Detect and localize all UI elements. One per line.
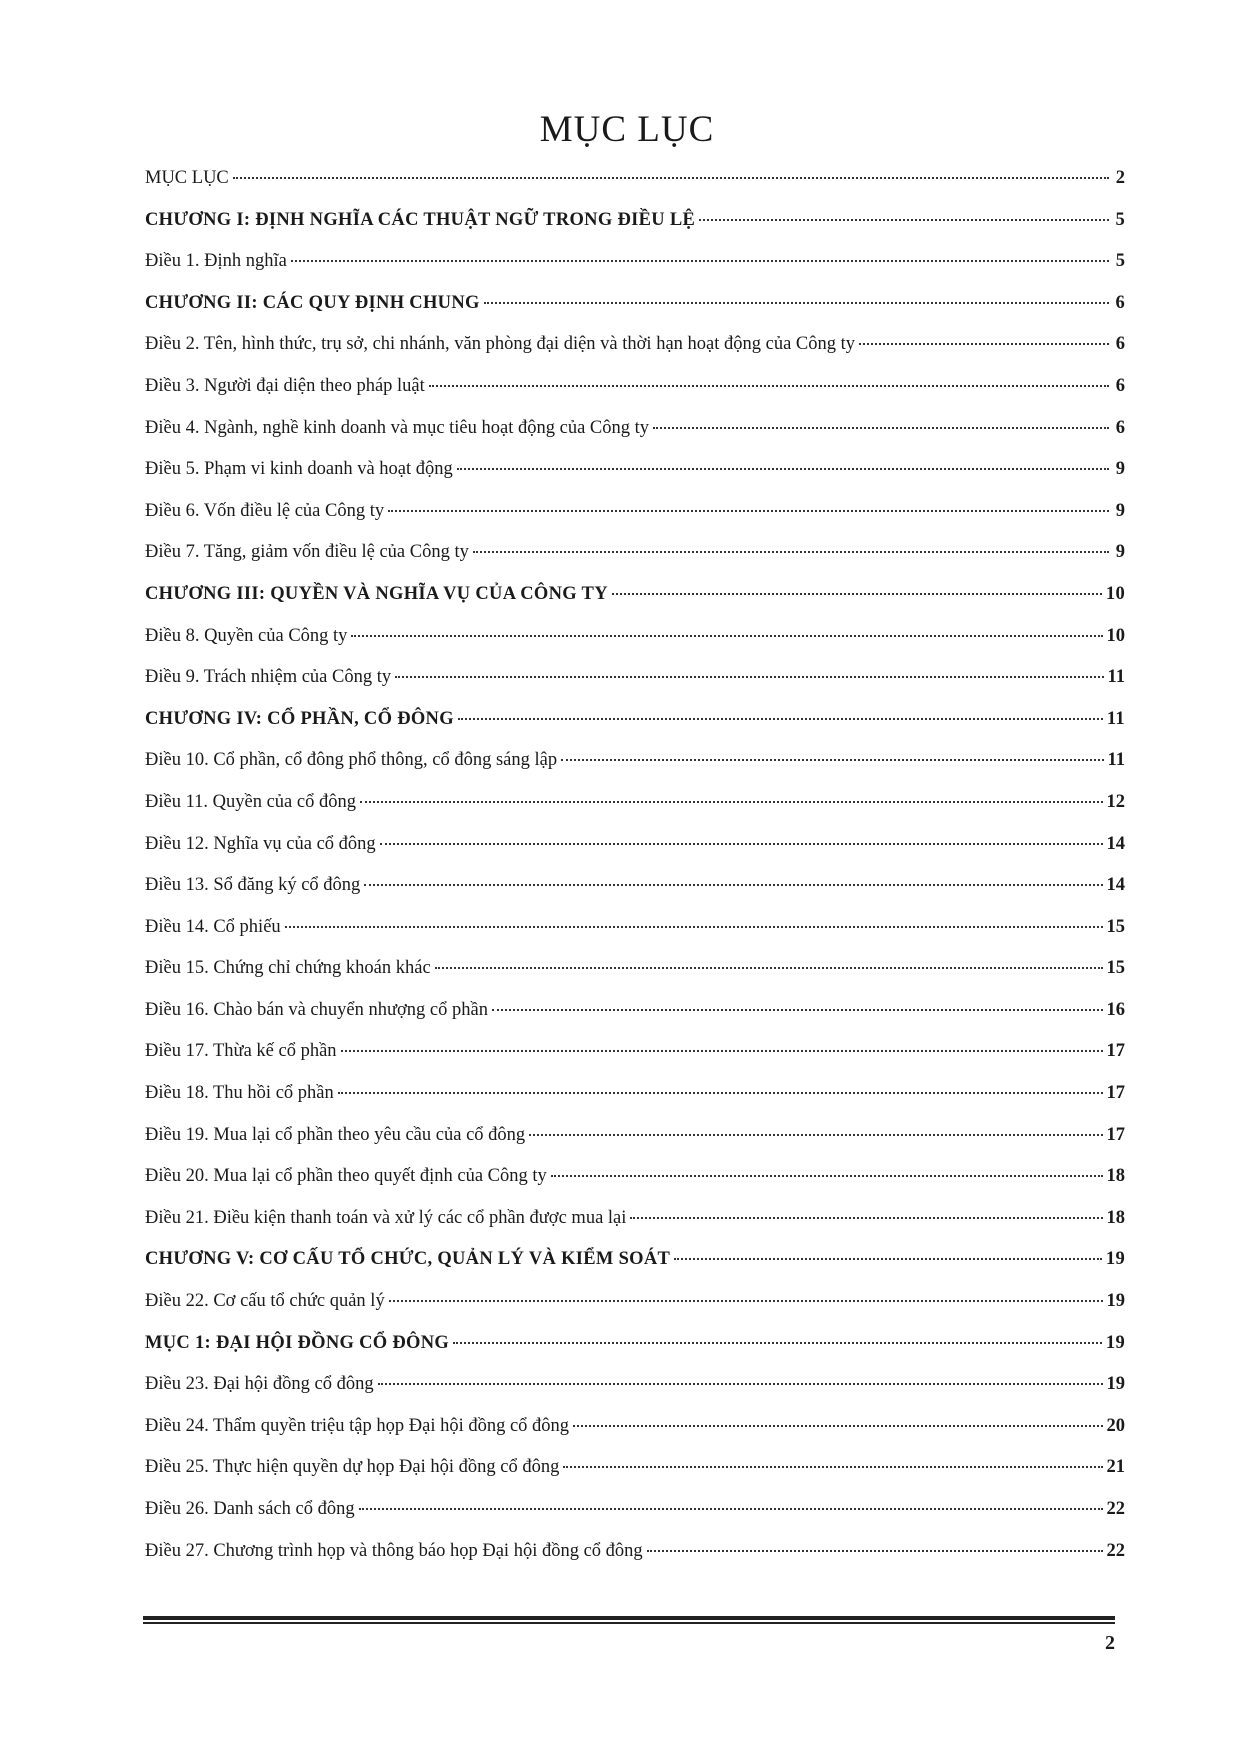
toc-entry-label: Điều 14. Cổ phiếu <box>145 916 281 937</box>
page-title: MỤC LỤC <box>539 109 715 150</box>
toc-entry-label: Điều 27. Chương trình họp và thông báo họp Đại hội đồng cổ đông <box>145 1540 643 1561</box>
toc-entry <box>145 958 1125 1000</box>
toc-entry <box>145 875 1125 917</box>
toc-entry-label: Điều 20. Mua lại cổ phần theo quyết định của Công ty <box>145 1166 547 1187</box>
toc-dot-leader <box>473 551 1109 553</box>
toc-dot-leader <box>492 1009 1103 1011</box>
toc-chapter-entry <box>145 1333 1125 1375</box>
toc-entry-label: Điều 12. Nghĩa vụ của cổ đông <box>145 833 376 854</box>
toc-dot-leader <box>338 1092 1103 1094</box>
toc-dot-leader <box>484 302 1109 304</box>
toc-entry-label: Điều 3. Người đại diện theo pháp luật <box>145 375 425 396</box>
toc-dot-leader <box>573 1425 1102 1427</box>
toc-entry-label: Điều 16. Chào bán và chuyển nhượng cổ phần <box>145 999 488 1020</box>
toc-entry-page: 5 <box>1115 209 1125 230</box>
toc-entry-label: CHƯƠNG IV: CỔ PHẦN, CỔ ĐÔNG <box>145 708 454 729</box>
toc-entry-label: MỤC 1: ĐẠI HỘI ĐỒNG CỔ ĐÔNG <box>145 1332 450 1353</box>
toc-entry-label: CHƯƠNG V: CƠ CẤU TỔ CHỨC, QUẢN LÝ VÀ KIỂM SOÁT <box>145 1249 671 1270</box>
toc-entry-page: 14 <box>1106 833 1125 854</box>
toc-chapter-entry <box>145 709 1125 751</box>
toc-entry-label: CHƯƠNG II: CÁC QUY ĐỊNH CHUNG <box>145 292 480 313</box>
toc-entry-label: Điều 8. Quyền của Công ty <box>145 625 348 646</box>
toc-dot-leader <box>341 1050 1103 1052</box>
toc-entry <box>145 168 1125 210</box>
toc-entry-label: Điều 24. Thẩm quyền triệu tập họp Đại hội đồng cổ đông <box>145 1415 570 1436</box>
toc-entry-label: Điều 17. Thừa kế cổ phần <box>145 1041 337 1062</box>
toc-entry-page: 6 <box>1115 334 1125 355</box>
toc-entry-label: Điều 26. Danh sách cổ đông <box>145 1499 355 1519</box>
toc-entry-label: Điều 23. Đại hội đồng cổ đông <box>145 1374 374 1395</box>
toc-entry-page: 21 <box>1106 1457 1125 1478</box>
toc-chapter-entry <box>145 210 1125 252</box>
toc-dot-leader <box>699 219 1109 221</box>
toc-entry <box>145 1000 1125 1042</box>
toc-entry-page: 18 <box>1106 1207 1125 1228</box>
toc-entry-page: 9 <box>1115 459 1125 480</box>
toc-dot-leader <box>380 843 1103 845</box>
toc-chapter-entry <box>145 293 1125 335</box>
toc-entry-label: Điều 7. Tăng, giảm vốn điều lệ của Công ty <box>145 542 469 563</box>
toc-entry-page: 22 <box>1106 1540 1125 1561</box>
toc-entry-page: 16 <box>1106 999 1125 1020</box>
toc-entry <box>145 501 1125 543</box>
toc-dot-leader <box>653 427 1109 429</box>
toc-dot-leader <box>429 385 1109 387</box>
toc-dot-leader <box>674 1258 1102 1260</box>
toc-entry-page: 19 <box>1106 1291 1125 1312</box>
toc-entry-page: 17 <box>1106 1041 1125 1062</box>
toc-entry-label: Điều 11. Quyền của cổ đông <box>145 791 356 812</box>
toc-entry-label: Điều 22. Cơ cấu tổ chức quản lý <box>145 1291 385 1312</box>
toc-entry-page: 2 <box>1115 168 1125 188</box>
toc-entry-label: Điều 13. Sổ đăng ký cổ đông <box>145 875 361 896</box>
toc-entry-page: 6 <box>1115 375 1125 396</box>
toc-dot-leader <box>457 468 1109 470</box>
toc-dot-leader <box>563 1466 1102 1468</box>
toc-entry-label: Điều 21. Điều kiện thanh toán và xử lý các cổ phần được mua lại <box>145 1207 627 1228</box>
toc-chapter-entry <box>145 584 1125 626</box>
toc-entry-page: 18 <box>1106 1166 1125 1187</box>
toc-dot-leader <box>612 593 1102 595</box>
toc-entry <box>145 834 1125 876</box>
toc-entry-label: MỤC LỤC <box>145 168 229 188</box>
toc-entry-label: Điều 9. Trách nhiệm của Công ty <box>145 667 392 688</box>
toc-entry <box>145 1416 1125 1458</box>
toc-entry <box>145 334 1125 376</box>
toc-entry <box>145 459 1125 501</box>
toc-entry <box>145 542 1125 584</box>
toc-entry <box>145 1041 1125 1083</box>
toc-entry <box>145 750 1125 792</box>
toc-dot-leader <box>453 1342 1102 1344</box>
toc-entry-label: CHƯƠNG III: QUYỀN VÀ NGHĨA VỤ CỦA CÔNG TY <box>145 583 608 604</box>
toc-entry <box>145 1125 1125 1167</box>
toc-dot-leader <box>360 801 1103 803</box>
toc-entry-label: Điều 2. Tên, hình thức, trụ sở, chi nhánh, văn phòng đại diện và thời hạn hoạt động của Công ty <box>145 334 856 355</box>
toc-entry-page: 15 <box>1106 958 1125 979</box>
toc-entry-page: 22 <box>1106 1499 1125 1519</box>
toc-dot-leader <box>561 759 1103 761</box>
toc-chapter-entry <box>145 1249 1125 1291</box>
toc-dot-leader <box>388 510 1109 512</box>
toc-entry-page: 14 <box>1106 875 1125 896</box>
toc-dot-leader <box>395 676 1103 678</box>
toc-entry <box>145 1083 1125 1125</box>
toc-entry-label: Điều 18. Thu hồi cổ phần <box>145 1083 334 1104</box>
toc-entry <box>145 1499 1125 1541</box>
toc-entry <box>145 1291 1125 1333</box>
toc-entry-label: Điều 1. Định nghĩa <box>145 251 287 272</box>
toc-entry-page: 10 <box>1106 625 1125 646</box>
toc-dot-leader <box>233 177 1109 179</box>
toc-entry-page: 19 <box>1105 1332 1125 1353</box>
page-number: 2 <box>1105 1632 1115 1654</box>
toc-entry-label: Điều 4. Ngành, nghề kinh doanh và mục tiêu hoạt động của Công ty <box>145 417 650 438</box>
toc-entry-label: Điều 5. Phạm vi kinh doanh và hoạt động <box>145 459 453 480</box>
toc-dot-leader <box>859 343 1109 345</box>
toc-entry-page: 6 <box>1115 417 1125 438</box>
toc-entry <box>145 1166 1125 1208</box>
toc-entry-label: Điều 15. Chứng chỉ chứng khoán khác <box>145 958 431 979</box>
toc-entry-page: 20 <box>1106 1415 1125 1436</box>
toc-dot-leader <box>291 260 1109 262</box>
toc-entry <box>145 376 1125 418</box>
toc-entry <box>145 418 1125 460</box>
toc-entry-label: Điều 25. Thực hiện quyền dự họp Đại hội đồng cổ đông <box>145 1457 560 1478</box>
toc-entry-page: 11 <box>1107 750 1125 771</box>
footer-rule-thick <box>143 1616 1115 1620</box>
toc-entry <box>145 1208 1125 1250</box>
toc-dot-leader <box>351 635 1102 637</box>
toc-entry-label: Điều 19. Mua lại cổ phần theo yêu cầu của cổ đông <box>145 1124 526 1145</box>
toc-entry-label: Điều 6. Vốn điều lệ của Công ty <box>145 500 385 521</box>
toc-entry <box>145 792 1125 834</box>
toc-entry-page: 17 <box>1106 1083 1125 1104</box>
toc-entry-page: 10 <box>1105 583 1125 604</box>
toc-dot-leader <box>435 967 1103 969</box>
toc-dot-leader <box>458 718 1103 720</box>
toc-entry-page: 11 <box>1106 708 1125 729</box>
toc-entry-page: 17 <box>1106 1124 1125 1145</box>
toc-dot-leader <box>359 1508 1103 1510</box>
toc-entry-page: 19 <box>1105 1249 1125 1270</box>
toc-entry-label: Điều 10. Cổ phần, cổ đông phổ thông, cổ đông sáng lập <box>145 750 558 771</box>
toc-entry-page: 9 <box>1115 500 1125 521</box>
toc-dot-leader <box>529 1134 1102 1136</box>
toc-entry <box>145 917 1125 959</box>
toc-dot-leader <box>285 926 1103 928</box>
toc-entry-page: 15 <box>1106 916 1125 937</box>
toc-entry <box>145 1541 1125 1583</box>
toc-entry-label: CHƯƠNG I: ĐỊNH NGHĨA CÁC THUẬT NGỮ TRONG ĐIỀU LỆ <box>145 209 696 230</box>
toc-entry <box>145 667 1125 709</box>
toc-dot-leader <box>647 1550 1103 1552</box>
toc-entry-page: 5 <box>1115 251 1125 272</box>
toc-entry-page: 19 <box>1106 1374 1125 1395</box>
toc-entry-page: 6 <box>1115 292 1125 313</box>
footer-rule <box>143 1616 1115 1626</box>
toc-entry-page: 11 <box>1107 667 1125 688</box>
toc-dot-leader <box>389 1300 1103 1302</box>
toc-entry <box>145 1374 1125 1416</box>
toc-dot-leader <box>364 884 1102 886</box>
toc-dot-leader <box>630 1217 1102 1219</box>
toc-dot-leader <box>551 1175 1103 1177</box>
toc-entry <box>145 251 1125 293</box>
toc-entry <box>145 626 1125 668</box>
toc-dot-leader <box>378 1383 1103 1385</box>
toc-entry-page: 9 <box>1115 542 1125 563</box>
toc-entry-page: 12 <box>1106 791 1125 812</box>
table-of-contents <box>145 168 1125 1582</box>
footer-rule-thin <box>143 1622 1115 1624</box>
toc-entry <box>145 1457 1125 1499</box>
